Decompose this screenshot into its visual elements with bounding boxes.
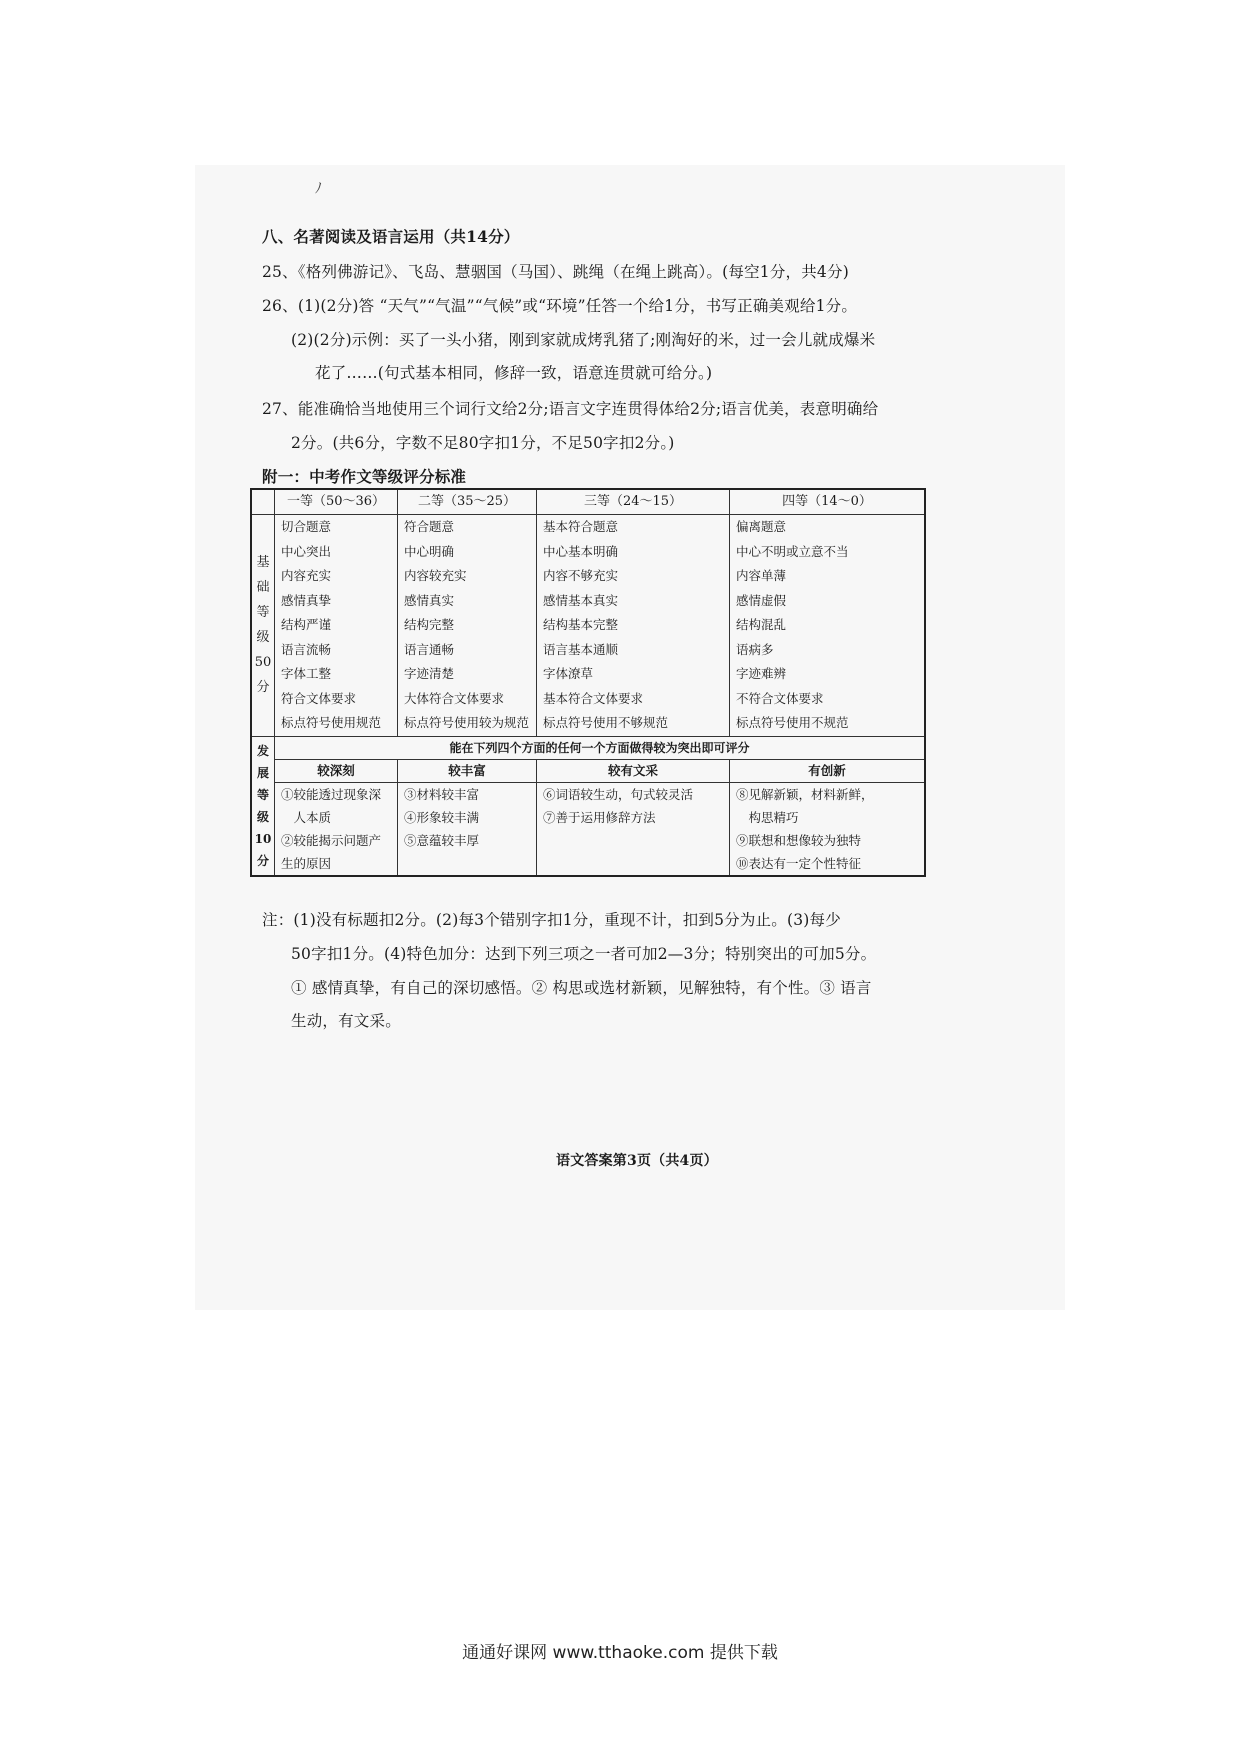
grade-header: 四等（14～0） [730,489,926,515]
dev-header-row [251,759,925,782]
grade-header-row [251,489,925,515]
note-line-2: 50字扣1分。(4)特色加分：达到下列三项之一者可加2—3分；特别突出的可加5分。 [291,945,877,963]
section-title: 八、名著阅读及语言运用（共14分） [262,227,520,246]
dev-header: 较深刻 [275,759,398,782]
note-line-3: ① 感情真挚，有自己的深切感悟。② 构思或选材新颖，见解独特，有个性。③ 语言 [291,979,872,997]
basic-col-second: 符合题意 中心明确 内容较充实 感情真实 结构完整 语言通畅 字迹清楚 大体符合文体要求 标点符号使用较为规范 [398,515,537,737]
page-footer: 语文答案第3页（共4页） [556,1153,718,1169]
dev-header: 较丰富 [398,759,537,782]
dev-header: 有创新 [730,759,926,782]
answer-26-1: 26、(1)(2分)答 “天气”“气温”“气候”或“环境”任答一个给1分，书写正确美观给1分。 [262,297,858,315]
dev-col-second: ③材料较丰富 ④形象较丰满 ⑤意蕴较丰厚 [398,782,537,876]
dev-col-third: ⑥词语较生动，句式较灵活 ⑦善于运用修辞方法 [537,782,730,876]
scan-mark: ﾉ [315,181,322,197]
grade-header: 二等（35～25） [398,489,537,515]
grade-header: 三等（24～15） [537,489,730,515]
appendix-title: 附一：中考作文等级评分标准 [262,467,467,486]
dev-body-row [251,782,925,876]
dev-level-label: 发 展 等 级 10 分 [251,736,275,876]
answer-27: 27、能准确恰当地使用三个词行文给2分;语言文字连贯得体给2分;语言优美，表意明确给 [262,400,879,418]
basic-col-first: 切合题意 中心突出 内容充实 感情真挚 结构严谨 语言流畅 字体工整 符合文体要求 标点符号使用规范 [275,515,398,737]
note-line-4: 生动，有文采。 [291,1012,401,1030]
dev-col-first: ①较能透过现象深 人本质 ②较能揭示问题产 生的原因 [275,782,398,876]
answer-26-2-cont: 花了……(句式基本相同，修辞一致，语意连贯就可给分。) [315,364,713,382]
note-line-1: 注：(1)没有标题扣2分。(2)每3个错别字扣1分，重现不计，扣到5分为止。(3)每少 [262,911,841,929]
answer-25: 25、《格列佛游记》、飞岛、慧骃国（马国）、跳绳（在绳上跳高）。(每空1分，共4分) [262,263,849,281]
basic-col-third: 基本符合题意 中心基本明确 内容不够充实 感情基本真实 结构基本完整 语言基本通顺 字体潦草 基本符合文体要求 标点符号使用不够规范 [537,515,730,737]
answer-27-cont: 2分。(共6分，字数不足80字扣1分，不足50字扣2分。) [291,434,675,452]
grade-header: 一等（50～36） [275,489,398,515]
site-footer: 通通好课网 www.tthaoke.com 提供下载 [462,1643,778,1663]
answer-26-2: (2)(2分)示例：买了一头小猪，刚到家就成烤乳猪了;刚淘好的米，过一会儿就成爆米 [291,331,876,349]
dev-col-fourth: ⑧见解新颖，材料新鲜， 构思精巧 ⑨联想和想像较为独特 ⑩表达有一定个性特征 [730,782,926,876]
dev-note: 能在下列四个方面的任何一个方面做得较为突出即可评分 [275,736,926,759]
basic-col-fourth: 偏离题意 中心不明或立意不当 内容单薄 感情虚假 结构混乱 语病多 字迹难辨 不符合文体要求 标点符号使用不规范 [730,515,926,737]
basic-level-row [251,515,925,737]
dev-header: 较有文采 [537,759,730,782]
grading-table [250,488,926,877]
basic-level-label: 基 础 等 级 50 分 [251,515,275,737]
dev-note-row [251,736,925,759]
